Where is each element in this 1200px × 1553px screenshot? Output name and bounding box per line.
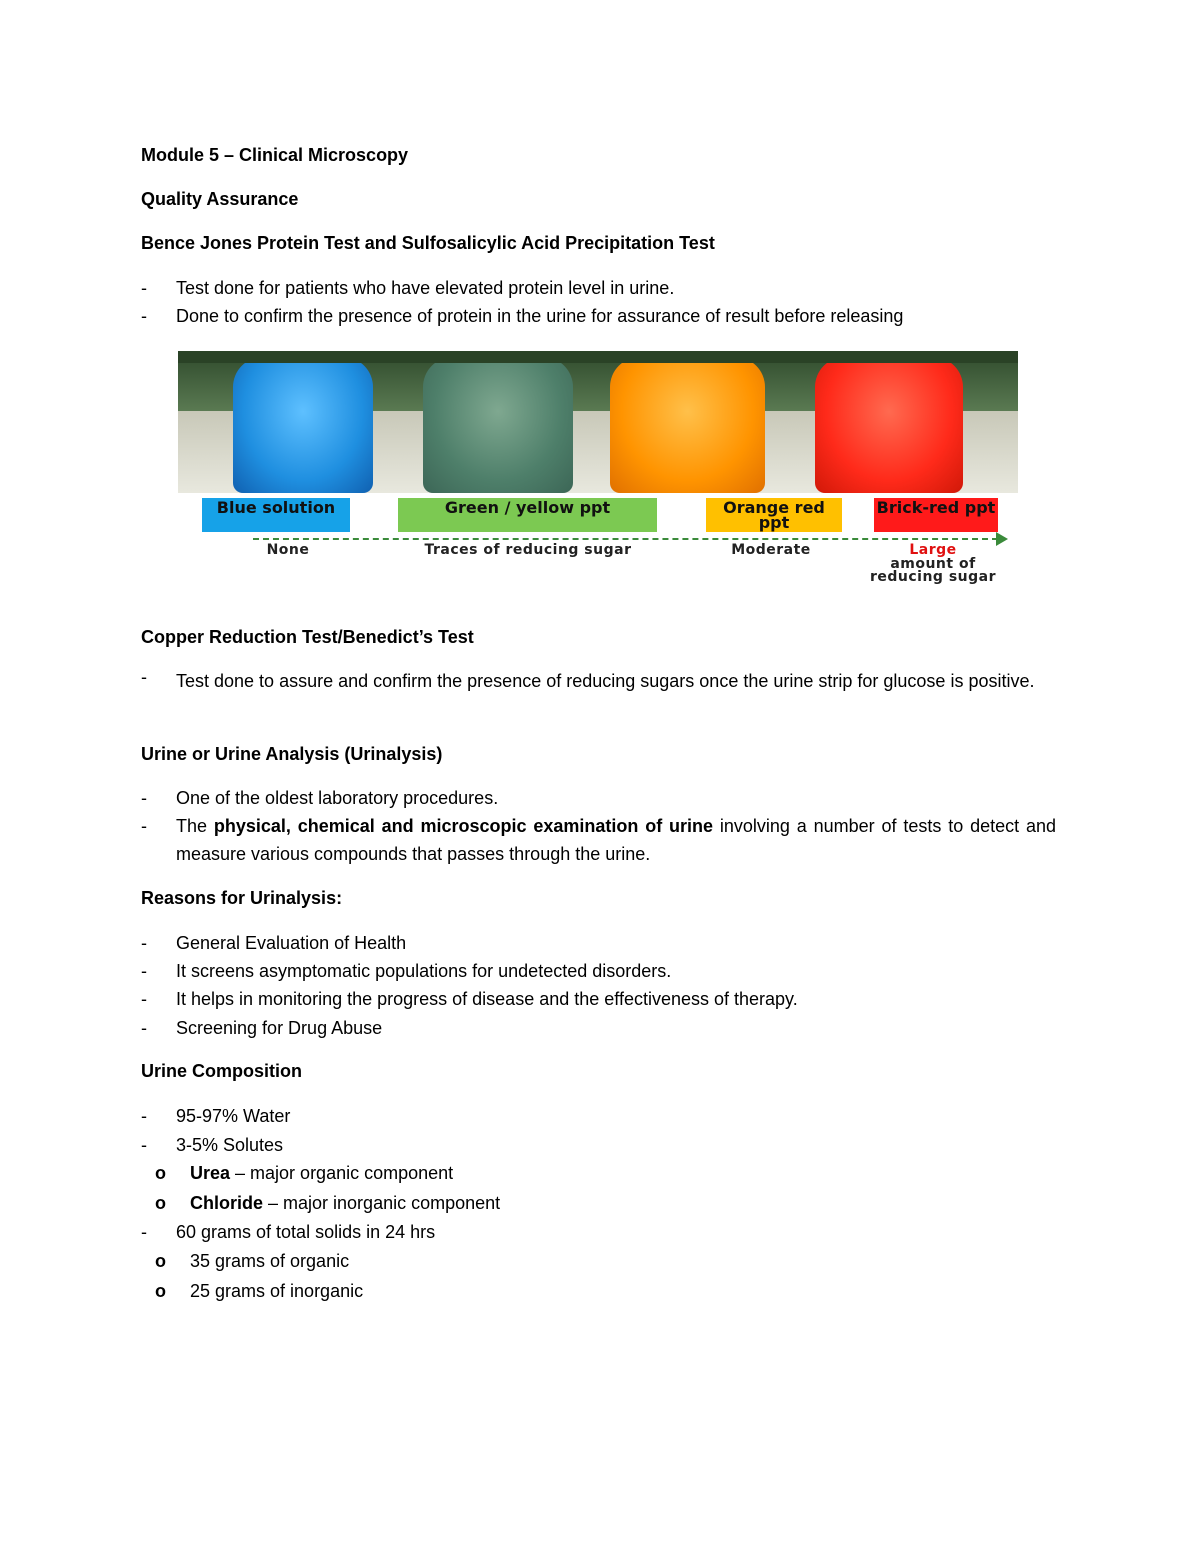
caption-large-amount: amount of reducing sugar (869, 556, 997, 585)
label-green-yellow-ppt: Green / yellow ppt (398, 498, 657, 532)
page-title: Module 5 – Clinical Microscopy (141, 145, 409, 165)
dash-bullet: - (141, 667, 147, 687)
test-tubes-photo (178, 351, 1018, 493)
dash-bullet: - (141, 933, 147, 953)
circle-bullet: o (155, 1251, 166, 1271)
heading-bence-jones: Bence Jones Protein Test and Sulfosalicylic Acid Precipitation Test (141, 233, 715, 253)
benedict-test-figure (178, 351, 1018, 601)
dash-bullet: - (141, 306, 147, 326)
dash-bullet: - (141, 989, 147, 1009)
dash-bullet: - (141, 816, 147, 836)
circle-bullet: o (155, 1163, 166, 1183)
dash-bullet: - (141, 278, 147, 298)
caption-moderate: Moderate (731, 542, 811, 558)
blue-tube (233, 357, 373, 493)
heading-reasons: Reasons for Urinalysis: (141, 888, 343, 908)
dash-bullet: - (141, 1106, 147, 1126)
section-heading-quality-assurance: Quality Assurance (141, 189, 299, 209)
label-blue-solution: Blue solution (202, 498, 350, 532)
label-brick-red-ppt: Brick-red ppt (874, 498, 998, 532)
label-orange-red-ppt: Orange red ppt (706, 498, 842, 532)
circle-bullet: o (155, 1281, 166, 1301)
green-tube (423, 357, 573, 493)
document-page: Module 5 – Clinical Microscopy Quality Assurance Bence Jones Protein Test and Sulfosalicylic Acid Precipitation Test - Test done for patients who have elevated protein level in urine. - Done to confirm the presence of protein in the urine for assurance of result before releasing Blue solution Green / yellow ppt Orange red ppt Brick-red ppt None Traces of reducing sugar Moderate Large amount of reducing sugar Copper Reduction Test/Benedict’s Test - Test done to assure and confirm the presence of reducing sugars once the urine strip for glucose is positive. Urine or Urine Analysis (Urinalysis) - One of the oldest laboratory procedures. - The physical, chemical and microscopic examination of urine involving a number of tests to detect and measure various compounds that passes through the urine. Reasons for Urinalysis: - General Evaluation of Health - It screens asymptomatic populations for undetected disorders. - It helps in monitoring the progress of disease and the effectiveness of therapy. - Screening for Drug Abuse Urine Composition - 95-97% Water - 3-5% Solutes o Urea – major organic component o Chloride – major inorganic component - 60 grams of total solids in 24 hrs o 35 grams of organic o 25 grams of inorganic (141, 145, 1056, 1301)
circle-bullet: o (155, 1193, 166, 1213)
heading-copper-reduction: Copper Reduction Test/Benedict’s Test (141, 627, 474, 647)
scale-dashed-line (253, 538, 998, 540)
dash-bullet: - (141, 1018, 147, 1038)
red-tube (815, 357, 963, 493)
dash-bullet: - (141, 1135, 147, 1155)
dash-bullet: - (141, 1222, 147, 1242)
dash-bullet: - (141, 961, 147, 981)
heading-urine-composition: Urine Composition (141, 1061, 302, 1081)
caption-traces: Traces of reducing sugar (424, 542, 632, 558)
orange-tube (610, 357, 765, 493)
dash-bullet: - (141, 788, 147, 808)
caption-none: None (266, 542, 310, 558)
heading-urinalysis: Urine or Urine Analysis (Urinalysis) (141, 744, 443, 764)
caption-large: Large (909, 542, 957, 558)
